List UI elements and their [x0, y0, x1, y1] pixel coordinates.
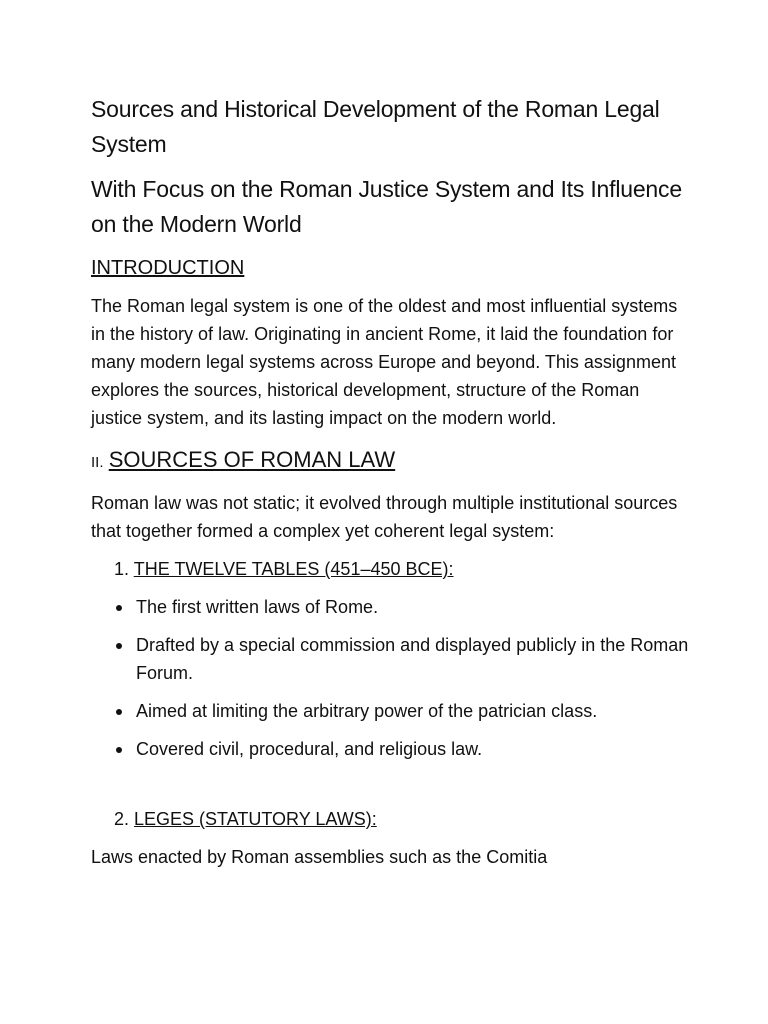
- list-item-text: The first written laws of Rome.: [136, 597, 379, 617]
- introduction-heading: INTRODUCTION: [91, 257, 245, 279]
- section-heading: [91, 444, 691, 479]
- section-intro-paragraph: Roman law was not static; it evolved through multiple institutional sources that together formed a complex yet coherent legal system:: [91, 493, 678, 541]
- bullet-icon: [116, 643, 122, 649]
- list-item-text: Covered civil, procedural, and religious law.: [136, 739, 483, 759]
- list-item: [91, 593, 706, 621]
- section-title: SOURCES OF ROMAN LAW: [108, 447, 396, 472]
- list-item: [91, 697, 706, 725]
- list-item-text: Drafted by a special commission and displayed publicly in the Roman Forum.: [136, 635, 689, 683]
- numbered-heading-twelve-tables: [114, 555, 691, 583]
- section-number: II.: [91, 454, 104, 471]
- list-item: [91, 735, 706, 763]
- numbered-heading-leges: [114, 805, 691, 833]
- item-label: THE TWELVE TABLES (451–450 BCE):: [133, 559, 454, 579]
- bullet-icon: [116, 747, 122, 753]
- item-number: 2.: [114, 809, 130, 829]
- item-number: 1.: [114, 559, 130, 579]
- document-page: [91, 92, 691, 871]
- item-label: LEGES (STATUTORY LAWS):: [134, 809, 377, 829]
- document-subtitle: With Focus on the Roman Justice System and Its Influence on the Modern World: [91, 176, 682, 237]
- bullet-icon: [116, 605, 122, 611]
- document-title: Sources and Historical Development of the Roman Legal System: [91, 96, 660, 157]
- list-item: [91, 631, 706, 687]
- spacer: [91, 773, 691, 795]
- bullet-icon: [116, 709, 122, 715]
- introduction-paragraph: The Roman legal system is one of the oldest and most influential systems in the history of law. Originating in ancient Rome, it laid the foundation for many modern legal systems across Europe and beyond. This assignment explores the sources, historical development, structure of the Roman justice system, and its lasting impact on the modern world.: [91, 296, 678, 428]
- bullet-list: [91, 593, 691, 763]
- leges-paragraph: Laws enacted by Roman assemblies such as the Comitia: [91, 847, 548, 867]
- list-item-text: Aimed at limiting the arbitrary power of the patrician class.: [136, 701, 598, 721]
